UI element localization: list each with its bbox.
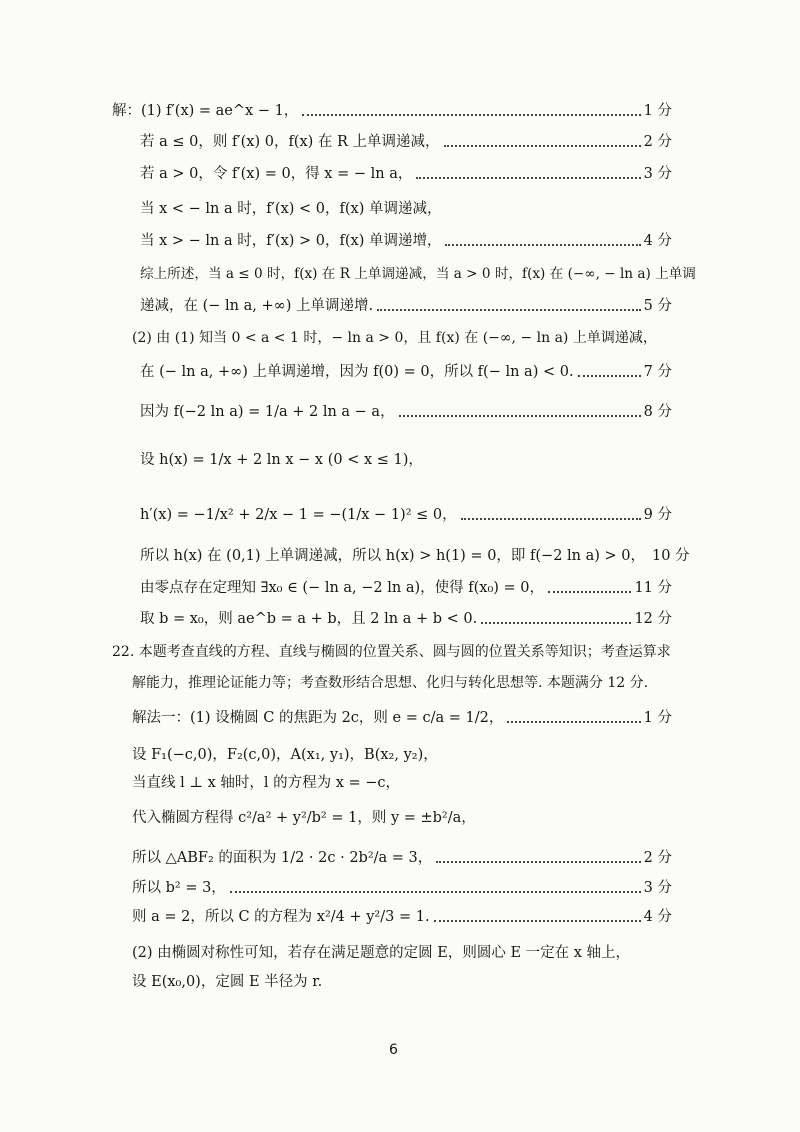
line-12-text: h′(x) = −1/x² + 2/x − 1 = −(1/x − 1)² ≤ 0， [140, 507, 457, 523]
line-15 [140, 609, 672, 629]
line-3 [140, 164, 672, 184]
line-19-text: 设 F₁(−c,0)，F₂(c,0)，A(x₁, y₁)，B(x₂, y₂)， [132, 747, 438, 763]
line-12 [140, 505, 672, 525]
line-5-text: 当 x > − ln a 时，f′(x) > 0，f(x) 单调递增， [140, 233, 442, 249]
leader-dots [302, 114, 640, 116]
line-12-score: 9 分 [643, 507, 672, 523]
line-1 [112, 101, 672, 121]
line-13-score: 10 分 [652, 548, 690, 564]
leader-dots [444, 145, 641, 147]
line-9-score: 7 分 [643, 364, 672, 380]
line-23 [132, 878, 672, 898]
line-7-score: 5 分 [643, 298, 672, 314]
leader-dots [436, 861, 640, 863]
leader-dots [445, 244, 640, 246]
line-18-score: 1 分 [643, 710, 672, 726]
line-23-score: 3 分 [643, 880, 672, 896]
line-9-text: 在 (− ln a, +∞) 上单调递增，因为 f(0) = 0，所以 f(− ln a) < 0. [140, 364, 574, 380]
line-15-text: 取 b = x₀，则 ae^b = a + b，且 2 ln a + b < 0. [140, 611, 478, 627]
line-10-score: 8 分 [643, 404, 672, 420]
line-13-text: 所以 h(x) 在 (0,1) 上单调递减，所以 h(x) > h(1) = 0，即 f(−2 ln a) > 0， [140, 548, 646, 564]
line-6-text: 综上所述，当 a ≤ 0 时，f(x) 在 R 上单调递减，当 a > 0 时，f(x) 在 (−∞, − ln a) 上单调 [140, 266, 696, 282]
line-18-text: 解法一：(1) 设椭圆 C 的焦距为 2c，则 e = c/a = 1/2， [132, 710, 504, 726]
line-17-text: 解能力，推理论证能力等；考查数形结合思想、化归与转化思想等. 本题满分 12 分. [132, 675, 649, 691]
leader-dots [416, 177, 640, 179]
line-3-score: 3 分 [643, 166, 672, 182]
line-24-text: 则 a = 2，所以 C 的方程为 x²/4 + y²/3 = 1. [132, 909, 430, 925]
line-25-text: (2) 由椭圆对称性可知，若存在满足题意的定圆 E，则圆心 E 一定在 x 轴上， [132, 945, 631, 961]
leader-dots [481, 622, 631, 624]
line-3-text: 若 a > 0，令 f′(x) = 0，得 x = − ln a， [140, 166, 413, 182]
line-7 [140, 296, 672, 316]
line-24-score: 4 分 [643, 909, 672, 925]
line-15-score: 12 分 [634, 611, 672, 627]
line-1-score: 1 分 [643, 103, 672, 119]
leader-dots [399, 415, 641, 417]
line-5 [140, 231, 672, 251]
line-22-score: 2 分 [643, 850, 672, 866]
line-14-score: 11 分 [634, 580, 672, 596]
line-11-text: 设 h(x) = 1/x + 2 ln x − x (0 < x ≤ 1)， [140, 452, 423, 468]
leader-dots [548, 591, 631, 593]
line-18 [132, 708, 672, 728]
line-9 [140, 362, 672, 382]
line-14 [140, 578, 672, 598]
line-4-text: 当 x < − ln a 时，f′(x) < 0，f(x) 单调递减， [140, 201, 442, 217]
line-14-text: 由零点存在定理知 ∃x₀ ∈ (− ln a, −2 ln a)，使得 f(x₀) = 0， [140, 580, 545, 596]
line-2-score: 2 分 [643, 134, 672, 150]
line-26-text: 设 E(x₀,0)，定圆 E 半径为 r. [132, 974, 323, 990]
line-13 [140, 546, 690, 566]
line-2-text: 若 a ≤ 0，则 f′(x) 0，f(x) 在 R 上单调递减， [140, 134, 440, 150]
leader-dots [507, 721, 640, 723]
leader-dots [230, 891, 641, 893]
line-16-text: 22. 本题考查直线的方程、直线与椭圆的位置关系、圆与圆的位置关系等知识；考查运算求 [112, 644, 671, 660]
line-24 [132, 907, 672, 927]
leader-dots [377, 309, 641, 311]
line-7-text: 递减，在 (− ln a, +∞) 上单调递增. [140, 298, 374, 314]
leader-dots [578, 375, 641, 377]
line-1-text: 解：(1) f′(x) = ae^x − 1， [112, 103, 299, 119]
page-number: 6 [389, 1042, 398, 1058]
leader-dots [461, 518, 641, 520]
line-2 [140, 132, 672, 152]
line-22-text: 所以 △ABF₂ 的面积为 1/2 · 2c · 2b²/a = 3， [132, 850, 433, 866]
line-21-text: 代入椭圆方程得 c²/a² + y²/b² = 1，则 y = ±b²/a， [132, 810, 476, 826]
line-22 [132, 848, 672, 868]
leader-dots [434, 920, 641, 922]
line-10 [140, 402, 672, 422]
line-10-text: 因为 f(−2 ln a) = 1/a + 2 ln a − a， [140, 404, 395, 420]
line-20-text: 当直线 l ⊥ x 轴时，l 的方程为 x = −c， [132, 775, 401, 791]
line-5-score: 4 分 [643, 233, 672, 249]
line-8-text: (2) 由 (1) 知当 0 < a < 1 时，− ln a > 0，且 f(x) 在 (−∞, − ln a) 上单调递减， [132, 330, 657, 346]
line-23-text: 所以 b² = 3， [132, 880, 226, 896]
